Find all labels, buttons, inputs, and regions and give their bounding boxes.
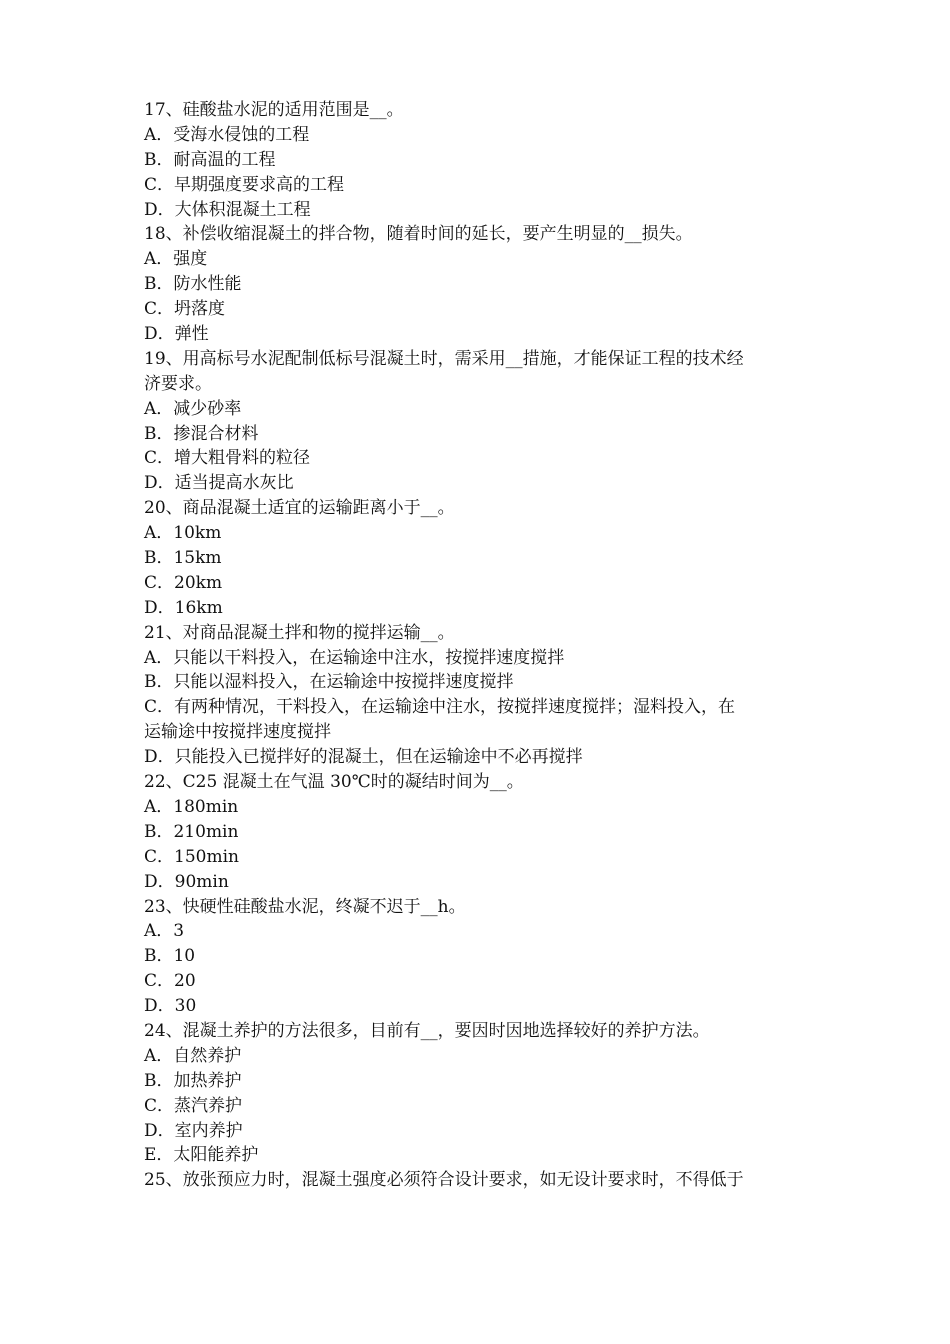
text-line: B．210min (144, 821, 239, 842)
text-line: B．防水性能 (144, 274, 242, 295)
text-line: B．10 (144, 946, 196, 967)
text-line: C．20 (144, 971, 196, 992)
text-line: A．受海水侵蚀的工程 (144, 124, 310, 145)
text-line: B．加热养护 (144, 1070, 242, 1091)
text-line: D．适当提高水灰比 (144, 473, 294, 494)
text-line: A．10km (144, 523, 222, 544)
text-line: D．30 (144, 996, 197, 1017)
text-line: C．蒸汽养护 (144, 1095, 243, 1116)
text-line: C．20km (144, 572, 223, 593)
text-line: D．只能投入已搅拌好的混凝土，但在运输途中不必再搅拌 (144, 747, 583, 768)
text-line: D．90min (144, 871, 229, 892)
text-line: A．减少砂率 (144, 398, 242, 419)
text-line: D．16km (144, 597, 223, 618)
text-line: B．只能以湿料投入，在运输途中按搅拌速度搅拌 (144, 672, 514, 693)
text-line: D．室内养护 (144, 1120, 243, 1141)
text-line: 19、用高标号水泥配制低标号混凝土时，需采用__措施，才能保证工程的技术经 (144, 348, 744, 369)
text-line: D．大体积混凝土工程 (144, 199, 311, 220)
text-line: A．180min (144, 796, 239, 817)
text-line: 24、混凝土养护的方法很多，目前有__，要因时因地选择较好的养护方法。 (144, 1020, 710, 1041)
text-line: A．3 (144, 921, 185, 942)
text-line: A．自然养护 (144, 1045, 242, 1066)
text-line: 22、C25 混凝土在气温 30℃时的凝结时间为__。 (144, 772, 524, 793)
text-line: C．坍落度 (144, 299, 226, 320)
text-line: B．耐高温的工程 (144, 149, 276, 170)
text-line: A．强度 (144, 249, 208, 270)
text-line: D．弹性 (144, 324, 209, 345)
text-line: C．150min (144, 846, 239, 867)
text-line: C．有两种情况，干料投入，在运输途中注水，按搅拌速度搅拌；湿料投入，在 (144, 697, 736, 718)
text-line: 18、补偿收缩混凝土的拌合物，随着时间的延长，要产生明显的__损失。 (144, 224, 693, 245)
document-body (144, 98, 824, 1193)
text-line: A．只能以干料投入，在运输途中注水，按搅拌速度搅拌 (144, 647, 565, 668)
text-line: 运输途中按搅拌速度搅拌 (144, 722, 331, 743)
text-line: E．太阳能养护 (144, 1145, 259, 1166)
text-line: B．15km (144, 548, 222, 569)
text-line: C．早期强度要求高的工程 (144, 174, 345, 195)
text-line: C．增大粗骨料的粒径 (144, 448, 311, 469)
text-line: 济要求。 (144, 373, 212, 394)
text-line: 23、快硬性硅酸盐水泥，终凝不迟于__h。 (144, 896, 466, 917)
text-line: 20、商品混凝土适宜的运输距离小于__。 (144, 498, 455, 519)
text-line: 17、硅酸盐水泥的适用范围是__。 (144, 100, 404, 120)
text-line: 21、对商品混凝土拌和物的搅拌运输__。 (144, 622, 455, 643)
text-line: 25、放张预应力时，混凝土强度必须符合设计要求，如无设计要求时，不得低于 (144, 1170, 744, 1191)
text-line: B．掺混合材料 (144, 423, 259, 444)
